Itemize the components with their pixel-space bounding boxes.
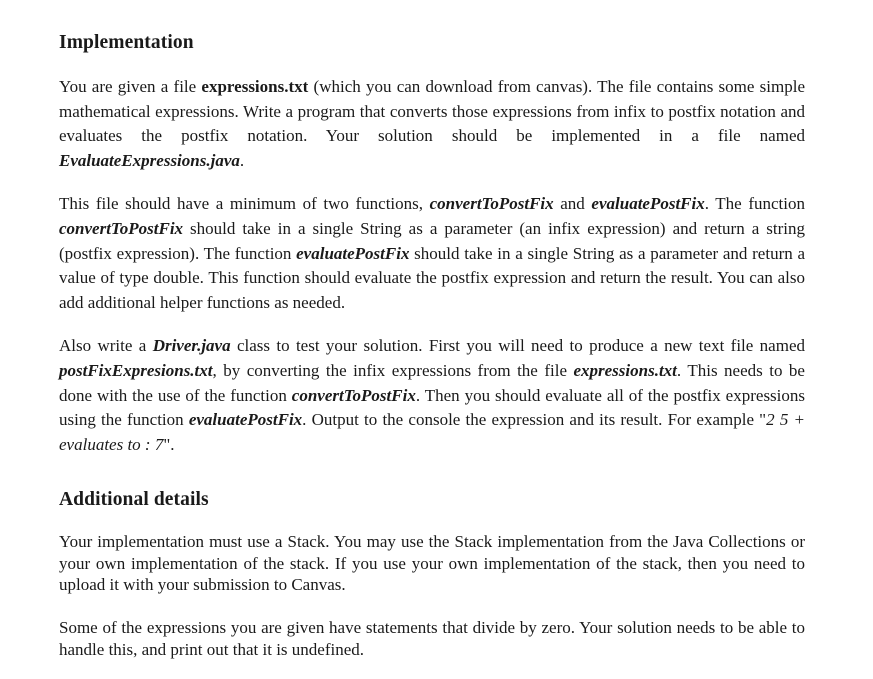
text: (which you can download from canvas). The file contains some simple mathematical expressions. Write a program that converts those expressions from infix to postfix notation and evaluates the postfix notation. Your solution should be implemented in a file named bbox=[59, 77, 805, 146]
text: This file should have a minimum of two functions, bbox=[59, 194, 430, 214]
implementation-heading: Implementation bbox=[59, 32, 194, 53]
text: . bbox=[239, 150, 245, 170]
text: and bbox=[553, 194, 592, 214]
text: . The function bbox=[704, 194, 805, 214]
text: should take in a single String as a parameter (an infix expression) and return a string (postfix expression). The function bbox=[59, 218, 805, 263]
driver-file-name: Driver.java bbox=[152, 336, 231, 356]
expressions-file-name: expressions.txt bbox=[573, 360, 677, 380]
evaluate-function-name: evaluatePostFix bbox=[591, 194, 705, 214]
text: , by converting the infix expressions from the file bbox=[212, 360, 574, 380]
text: Also write a bbox=[59, 336, 153, 356]
text: You are given a file bbox=[59, 77, 202, 96]
intro-paragraph bbox=[59, 75, 805, 173]
text: class to test your solution. First you will need to produce a new text file named bbox=[230, 336, 805, 356]
convert-function-name: convertToPostFix bbox=[291, 385, 416, 405]
evaluate-function-name: evaluatePostFix bbox=[188, 410, 303, 430]
functions-paragraph bbox=[59, 192, 805, 315]
evaluate-expressions-file-name: EvaluateExpressions.java bbox=[59, 150, 240, 170]
document-page bbox=[59, 30, 805, 661]
stack-paragraph: Your implementation must use a Stack. You may use the Stack implementation from the Java Collections or your own implementation of the stack. If you use your own implementation of the stack, then you need to upload it with your submission to Canvas. bbox=[59, 532, 805, 595]
text: . This needs to be done with the use of the function bbox=[59, 360, 805, 405]
example-output: 2 5 + evaluates to : 7 bbox=[59, 410, 805, 454]
driver-paragraph bbox=[59, 334, 805, 457]
additional-details-heading: Additional details bbox=[59, 489, 209, 511]
convert-function-name: convertToPostFix bbox=[429, 194, 554, 214]
postfix-output-file-name: postFixExpresions.txt bbox=[59, 360, 213, 380]
convert-function-name: convertToPostFix bbox=[59, 218, 184, 238]
expressions-file-name: expressions.txt bbox=[201, 77, 309, 96]
text: . Output to the console the expression and its result. For example " bbox=[302, 410, 767, 430]
text: ". bbox=[163, 434, 175, 454]
text: . Then you should evaluate all of the postfix expressions using the function bbox=[59, 385, 806, 430]
text: should take in a single String as a parameter and return a value of type double. This function should evaluate the postfix expression and return the result. You can also add additional helper functions as needed. bbox=[59, 243, 805, 312]
evaluate-function-name: evaluatePostFix bbox=[296, 243, 410, 263]
divide-by-zero-paragraph: Some of the expressions you are given have statements that divide by zero. Your solution needs to be able to handle this, and print out that it is undefined. bbox=[59, 617, 805, 659]
